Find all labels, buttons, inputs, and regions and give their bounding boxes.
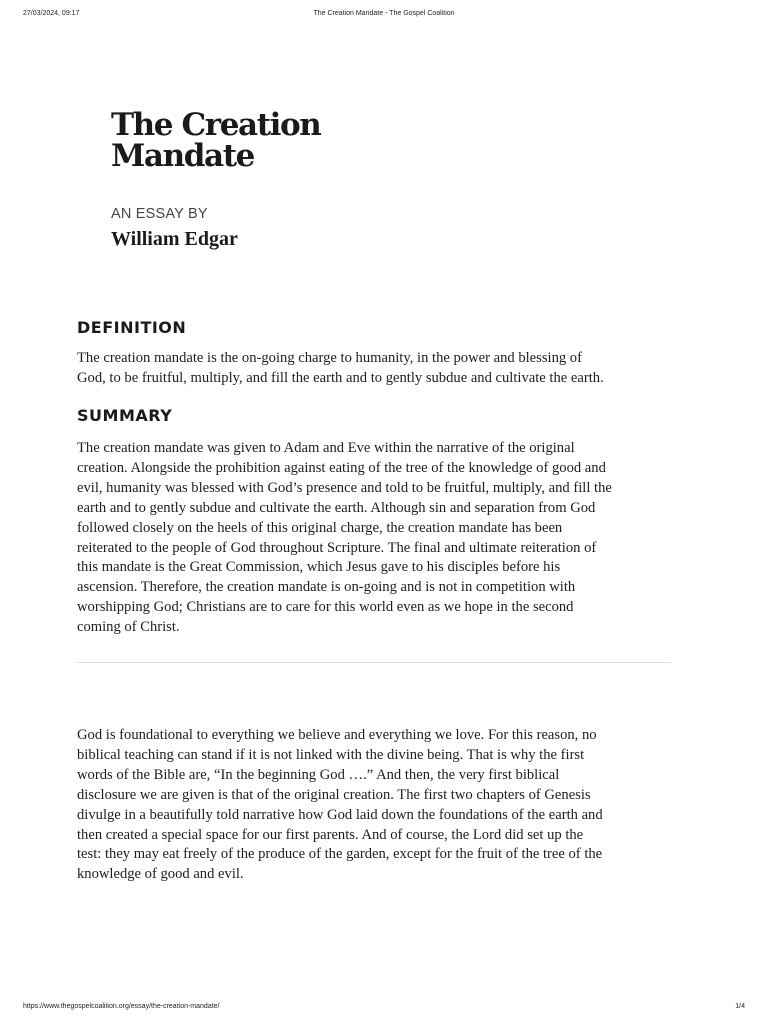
text-line: coming of Christ. bbox=[77, 619, 180, 636]
definition-heading: DEFINITION bbox=[77, 318, 187, 337]
text-line: evil, humanity was blessed with God’s presence and told to be fruitful, multiply, and fill the bbox=[77, 479, 612, 496]
text-line: test: they may eat freely of the produce of the garden, except for the fruit of the tree of the bbox=[77, 846, 603, 863]
text-line: divulge in a beautifully told narrative how God laid down the foundations of the earth and bbox=[77, 806, 603, 823]
page-url: https://www.thegospelcoalition.org/essay/the-creation-mandate/ bbox=[23, 1003, 220, 1010]
essay-title-line: Mandate bbox=[111, 138, 254, 174]
text-line: disclosure we are given is that of the original creation. The first two chapters of Genesis bbox=[77, 786, 591, 803]
page-number: 1/4 bbox=[735, 1003, 745, 1010]
text-line: The creation mandate is the on-going charge to humanity, in the power and blessing of bbox=[77, 350, 582, 366]
text-line: reiterated to the people of God throughout Scripture. The final and ultimate reiteration of bbox=[77, 539, 597, 556]
print-date: 27/03/2024, 09:17 bbox=[23, 10, 80, 17]
text-line: creation. Alongside the prohibition against eating of the tree of the knowledge of good and bbox=[77, 459, 606, 476]
summary-heading: SUMMARY bbox=[77, 406, 173, 425]
essay-byline: AN ESSAY BY bbox=[111, 206, 208, 222]
text-line: worshipping God; Christians are to care for this world even as we hope in the second bbox=[77, 599, 574, 616]
summary-text bbox=[77, 439, 677, 638]
text-line: ascension. Therefore, the creation mandate is on-going and is not in competition with bbox=[77, 579, 576, 596]
author-link[interactable]: William Edgar bbox=[111, 228, 238, 250]
print-page-title: The Creation Mandate - The Gospel Coalition bbox=[313, 10, 455, 17]
body-paragraph bbox=[77, 726, 677, 885]
text-line: earth and to gently subdue and cultivate the earth. Although sin and separation from God bbox=[77, 499, 596, 516]
text-line: followed closely on the heels of this original charge, the creation mandate has been bbox=[77, 519, 563, 536]
print-footer bbox=[23, 1003, 745, 1015]
text-line: this mandate is the Great Commission, which Jesus gave to his disciples before his bbox=[77, 559, 561, 576]
text-line: then created a special space for our first parents. And of course, the Lord did set up the bbox=[77, 826, 584, 843]
definition-text bbox=[77, 349, 677, 389]
text-line: God, to be fruitful, multiply, and fill the earth and to gently subdue and cultivate the earth. bbox=[77, 369, 604, 386]
section-divider bbox=[77, 662, 671, 663]
text-line: God is foundational to everything we believe and everything we love. For this reason, no bbox=[77, 727, 597, 743]
text-line: The creation mandate was given to Adam and Eve within the narrative of the original bbox=[77, 440, 575, 456]
text-line: words of the Bible are, “In the beginning God ….” And then, the very first biblical bbox=[77, 766, 560, 783]
essay-title bbox=[111, 107, 431, 174]
print-header bbox=[23, 10, 745, 22]
text-line: knowledge of good and evil. bbox=[77, 866, 244, 883]
essay-title-line: The Creation bbox=[111, 107, 321, 143]
text-line: biblical teaching can stand if it is not linked with the divine being. That is why the first bbox=[77, 746, 585, 763]
